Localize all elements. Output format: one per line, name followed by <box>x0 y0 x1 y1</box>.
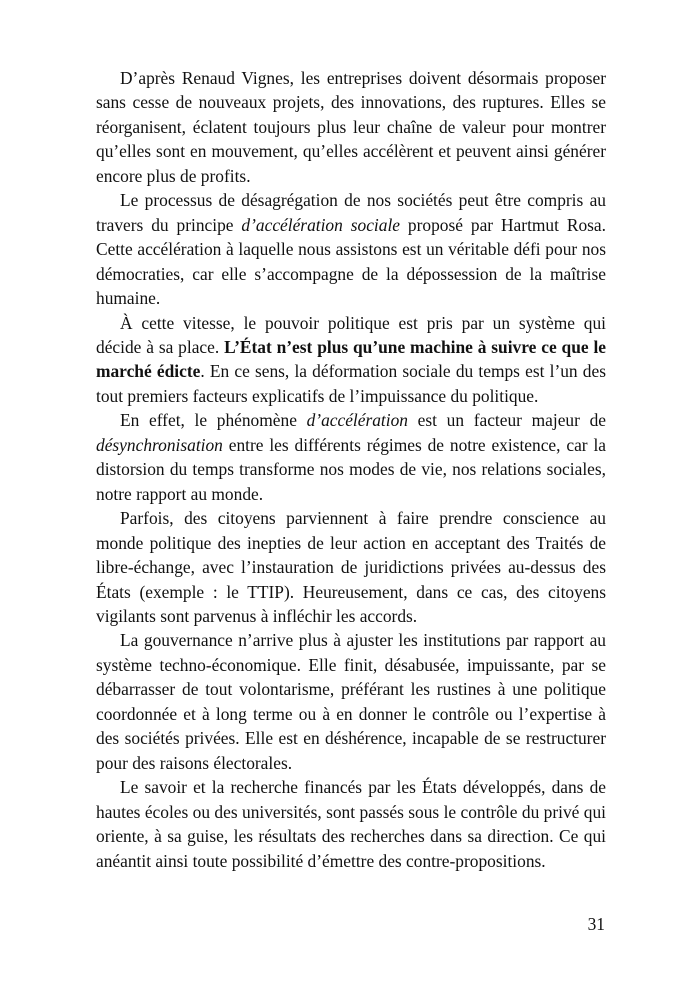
paragraph-3 <box>96 311 606 409</box>
page-body <box>96 66 606 873</box>
paragraph-6 <box>96 628 606 775</box>
paragraph-7-text: Le savoir et la recherche financés par les États développés, dans de hautes écoles ou des universités, sont passés sous le contrôle du privé qui oriente, à sa guise, les résultats des recherches dans sa direction. Ce qui anéantit ainsi toute possibilité d’émettre des contre-propositions. <box>96 777 606 871</box>
paragraph-2-text-b: proposé par Hartmut Rosa. Cette accélération à laquelle nous assistons est un véritable défi pour nos démocraties, car elle s’accompagne de la dépossession de la maîtrise humaine. <box>96 214 606 309</box>
paragraph-3-text-a: À cette vitesse, le pouvoir politique est pris par un système qui décide à sa place. <box>96 312 606 357</box>
italic-term-acceleration-sociale: d’accélération sociale <box>241 214 400 235</box>
paragraph-2-text-a: Le processus de désagrégation de nos sociétés peut être compris au travers du principe <box>96 190 606 235</box>
paragraph-1-text: D’après Renaud Vignes, les entreprises doivent désormais proposer sans cesse de nouveaux projets, des innovations, des ruptures. Elles se réorganisent, éclatent toujours plus leur chaîne de valeur pour montrer qu’elles sont en mouvement, qu’elles accélèrent et peuvent ainsi générer encore plus de profits. <box>96 68 606 186</box>
paragraph-1 <box>96 66 606 188</box>
italic-term-acceleration: d’accélération <box>306 410 408 431</box>
paragraph-4-text-b: est un facteur majeur de <box>407 410 606 431</box>
paragraph-6-text: La gouvernance n’arrive plus à ajuster les institutions par rapport au système techno-économique. Elle finit, désabusée, impuissante, par se débarrasser de tout volontarisme, préférant les rustines à une politique coordonnée et à long terme ou à en donner le contrôle ou l’expertise à des sociétés privées. Elle est en déshérence, incapable de se restructurer pour des raisons électorales. <box>96 630 606 773</box>
paragraph-4-text-a: En effet, le phénomène <box>120 410 307 431</box>
paragraph-5 <box>96 506 606 628</box>
paragraph-4 <box>96 408 606 506</box>
bold-emphasis-statement: L’État n’est plus qu’une machine à suivre ce que le marché édicte <box>96 336 606 382</box>
paragraph-2 <box>96 188 606 310</box>
paragraph-3-text-b: . En ce sens, la déformation sociale du temps est l’un des tout premiers facteurs explicatifs de l’impuissance du politique. <box>96 361 606 406</box>
italic-term-desynchronisation: désynchronisation <box>96 434 223 455</box>
paragraph-7 <box>96 775 606 873</box>
page-number: 31 <box>587 914 605 934</box>
paragraph-4-text-c: entre les différents régimes de notre existence, car la distorsion du temps transforme nos modes de vie, nos relations sociales, notre rapport au monde. <box>96 434 606 504</box>
paragraph-5-text: Parfois, des citoyens parviennent à faire prendre conscience au monde politique des inepties de leur action en acceptant des Traités de libre-échange, avec l’instauration de juridictions privées au-dessus des États (exemple : le TTIP). Heureusement, dans ce cas, des citoyens vigilants sont parvenus à infléchir les accords. <box>96 508 606 626</box>
